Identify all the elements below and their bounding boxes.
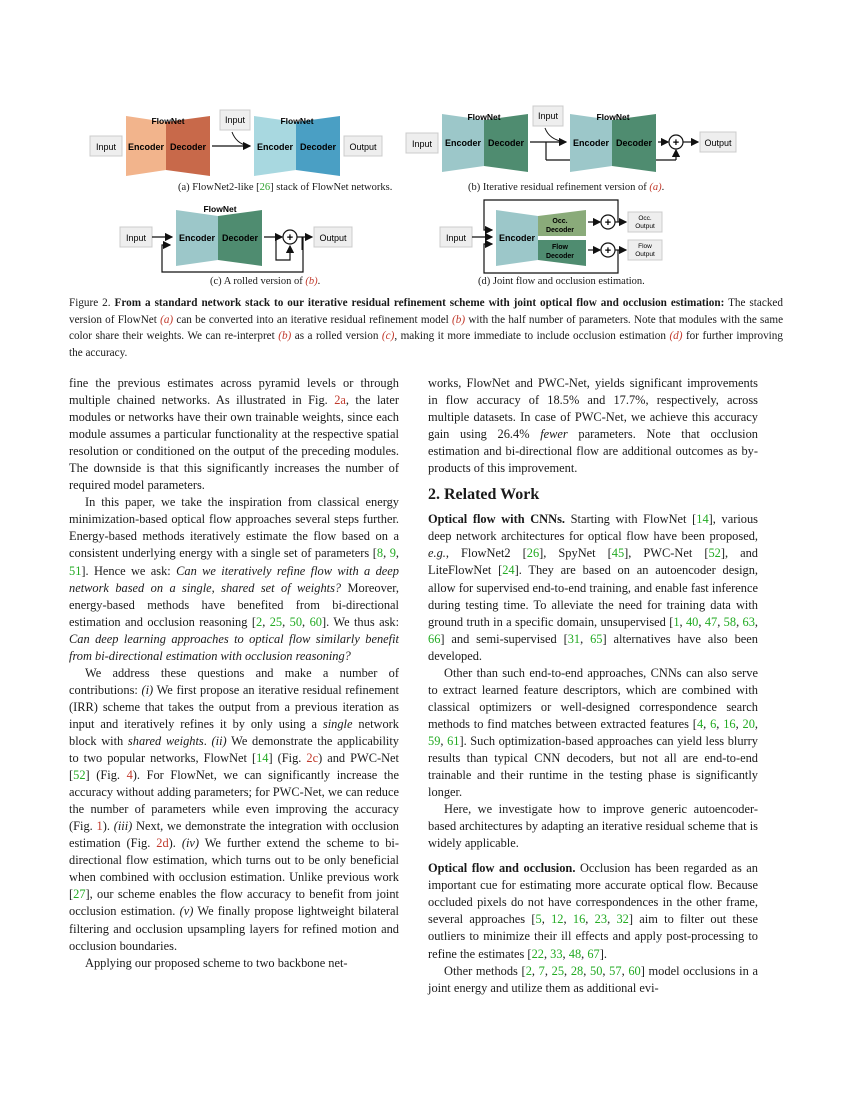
paragraph: Applying our proposed scheme to two backbone net- (85, 955, 348, 970)
subcaption-a-text: (a) FlowNet2-like [ (178, 182, 260, 193)
occ-decoder-label-2: Decoder (545, 227, 575, 234)
caption-title: From a standard network stack to our iterative residual refinement scheme with joint optical flow and occlusion estimation: (114, 297, 725, 309)
text: parameters. Note that occlusion estimation and bi-directional flow are additional outcomes as by-products of this improvement. (428, 427, 758, 476)
diagram-a (90, 110, 382, 176)
figure-ref-link[interactable]: (d) (669, 330, 683, 343)
citation-link[interactable]: 51 (69, 563, 82, 578)
text: Other than such end-to-end approaches, CNNs can also serve to extract learned feature descriptors, which are combined with classical optimizers or well-designed correspondence search methods to find matches between extracted features [ (428, 665, 758, 731)
text: We demonstrate the applicability to two popular networks, FlowNet [ (69, 733, 400, 766)
caption-text: The stacked version of FlowNet (69, 297, 783, 326)
encoder-label: Encoder (256, 142, 294, 152)
text: ). (102, 819, 110, 834)
plus-sign: + (672, 137, 680, 149)
text: Next, we demonstrate the integration with occlusion estimation (Fig. (69, 819, 399, 851)
flow-output-label-1: Flow (638, 243, 652, 250)
arrow (232, 132, 248, 146)
diagram-b (406, 106, 736, 172)
text: Other methods [ (444, 963, 526, 978)
encoder-label: Encoder (444, 138, 482, 148)
emphasis: e.g. (428, 546, 446, 561)
paragraph-heading: Optical flow with CNNs. (428, 512, 565, 527)
flow-decoder-label-1: Flow (552, 244, 568, 251)
text: Occlusion has been regarded as an important cue for estimating more accurate optical flow. Because occluded pixels do not have correspondences in the other frame, several approaches [ (428, 861, 758, 927)
decoder-label: Decoder (221, 233, 259, 243)
citation-link[interactable]: 27 (73, 887, 86, 902)
text: works, FlowNet and PWC-Net, yields significant improvements in flow accuracy of 18.5% and 17.7%, respectively, across multiple datasets. In case of PWC-Net, we achieve this accuracy gain using 26.4% (428, 376, 758, 442)
text: ] (Fig. (268, 751, 302, 766)
text: ]. We thus ask: (321, 614, 400, 629)
citation-link[interactable]: 48 (568, 946, 582, 961)
flownet-label: FlowNet (203, 204, 237, 214)
citation-link[interactable]: 28 (570, 963, 584, 978)
subcaption-c-text: (c) A rolled version of (210, 276, 306, 287)
arrow (545, 128, 564, 142)
citation-link[interactable]: 2 (255, 614, 263, 629)
paragraph (69, 665, 399, 955)
text: We further extend the scheme to bi-directional flow estimation, which turns out to be only beneficial when combined with occlusion estimation. Unlike previous work [ (69, 836, 399, 902)
text: fine the previous estimates across pyramid levels or through multiple chained networks. As illustrated in Fig. (69, 376, 399, 408)
encoder-label: Encoder (572, 138, 610, 148)
paragraph: In this paper, we take the inspiration from classical energy minimization-based optical flow approaches several steps further. Energy-based methods iteratively estimate the flow based on a consistent underlying energy with a single set of parameters [8, 9, 51]. Hence we ask: Can we iteratively refine flow with a deep network based on a single, shared set of weights? Moreover, energy-based methods have benefited from bi-directional estimation and occlusion reasoning [2, 25, 50, 60]. We thus ask: Can deep learning approaches to optical flow similarly benefit from bi-directional estimation with occlusion reasoning? (69, 495, 400, 663)
text: In this paper, we take the inspiration from classical energy minimization-based optical flow approaches several steps further. Energy-based methods iteratively estimate the flow based on a consistent underlying energy with a single set of parameters [ (69, 495, 399, 561)
text: ]. (599, 946, 607, 961)
citation-link[interactable]: 9 (389, 546, 396, 561)
text: network block with (69, 716, 399, 748)
figure-label: Figure 2. (69, 297, 111, 309)
citation-link[interactable]: 12 (551, 912, 564, 927)
citation-link[interactable]: 14 (256, 751, 269, 766)
text: ] (Fig. (85, 768, 120, 783)
text: ) and PWC-Net [ (69, 751, 399, 783)
citation-link[interactable]: 7 (538, 963, 545, 978)
citation-link[interactable]: 25 (269, 614, 283, 629)
citation-link[interactable]: 4 (696, 716, 704, 731)
subcaption-d: (d) Joint flow and occlusion estimation. (478, 276, 645, 287)
citation-link[interactable]: 1 (673, 614, 680, 629)
citation-link[interactable]: 60 (309, 614, 322, 629)
plus-sign: + (604, 245, 612, 257)
citation-link[interactable]: 66 (428, 631, 441, 646)
citation-link[interactable]: 5 (535, 912, 542, 927)
figure-ref-link[interactable]: (a) (649, 182, 662, 193)
flownet-label: FlowNet (280, 116, 314, 126)
flownet-label: FlowNet (467, 112, 501, 122)
citation-link[interactable]: 45 (611, 546, 625, 561)
emphasis: shared weights (127, 733, 204, 748)
enum-marker: (ii) (211, 733, 227, 748)
caption-text: with the half number of parameters. Note that modules with the same color share their weights. We can re-interpret (69, 313, 784, 343)
text: ]. They are based on an autoencoder design, allow for supervised end-to-end training, and enable fast inference during testing time. To alleviate the need for training data with ground truth in a specific domain, unsupervised [ (428, 563, 758, 629)
text: Moreover, energy-based methods have benefited from bi-directional estimation and occlusion reasoning [ (69, 580, 399, 629)
citation-link[interactable]: 63 (742, 614, 755, 629)
paragraph: Optical flow with CNNs. Starting with FlowNet [14], various deep network architectures for optical flow have been proposed, e.g., FlowNet2 [26], SpyNet [45], PWC-Net [52], and LiteFlowNet [24]. They are based on an autoencoder design, allow for supervised end-to-end training, and enable fast inference during testing time. To alleviate the need for training data with ground truth in a specific domain, unsupervised [1, 40, 47, 58, 63, 66] and semi-supervised [31, 65] alternatives have also been developed. (428, 512, 759, 663)
flow-output-label-2: Output (635, 251, 655, 258)
output-label: Output (704, 138, 732, 148)
citation-link[interactable]: 59 (428, 733, 441, 748)
citation-link[interactable]: 26 (526, 546, 540, 561)
caption-text: for further improving the accuracy. (69, 330, 783, 359)
text: , the later modules or networks have their own trainable weights, since each module assumes a particular functionality at the respective spatial resolution or conditioned on the output of the preceding modules. The downside is that this significantly increases the number of required model parameters. (69, 393, 399, 493)
encoder-label: Encoder (127, 142, 165, 152)
text: ] aim to filter out these outliers to minimize their ill effects and apply post-processing to refine the estimates [ (428, 912, 758, 961)
right-column (428, 375, 758, 997)
citation-link[interactable]: 24 (502, 563, 515, 578)
citation-link[interactable]: 57 (609, 963, 622, 978)
text: ], SpyNet [ (539, 546, 612, 561)
citation-link[interactable]: 50 (289, 614, 303, 629)
text: ] and semi-supervised [ (440, 631, 568, 646)
figure-ref-link[interactable]: (b) (305, 276, 318, 287)
caption-text: as a rolled version (294, 330, 379, 343)
citation-link[interactable]: 26 (259, 182, 271, 193)
citation-link[interactable]: 52 (708, 546, 721, 561)
section-heading: 2. Related Work (428, 486, 540, 504)
subcaption-b-text: . (661, 182, 665, 193)
figure-ref-link[interactable]: (c) (381, 330, 395, 343)
occ-output-label-1: Occ. (638, 215, 652, 222)
paragraph: Optical flow and occlusion. Occlusion has been regarded as an important cue for estimating more accurate optical flow. Because occluded pixels do not have correspondences in the other frame, several approaches [5, 12, 16, 23, 32] aim to filter out these outliers to minimize their ill effects and apply post-processing to refine the estimates [22, 33, 48, 67]. (428, 861, 758, 961)
plus-sign: + (286, 232, 294, 244)
flownet-label: FlowNet (151, 116, 185, 126)
citation-link[interactable]: 14 (696, 512, 709, 527)
text: ], PWC-Net [ (624, 546, 709, 561)
figure-ref-link[interactable]: 2d (156, 836, 169, 851)
text: , FlowNet2 [ (445, 546, 527, 561)
paragraph: Here, we investigate how to improve generic autoencoder-based architectures by adapting an iterative residual scheme that is widely applicable. (428, 802, 758, 851)
input-label: Input (445, 233, 467, 243)
paragraph (69, 375, 399, 494)
subcaption-a-text: ] stack of FlowNet networks. (270, 182, 393, 193)
figure-2 (60, 100, 790, 295)
citation-link[interactable]: 50 (590, 963, 603, 978)
citation-link[interactable]: 16 (723, 716, 736, 731)
caption-text: , making it more immediate to include occlusion estimation (394, 330, 666, 343)
subcaption-c (210, 276, 320, 287)
enum-marker: (iii) (113, 819, 133, 834)
subcaption-a (178, 182, 392, 193)
citation-link[interactable]: 20 (742, 716, 755, 731)
text: ). For FlowNet, we can significantly increase the accuracy without adding parameters; for PWC-Net, we can reduce the number of parameters while even improving the accuracy (Fig. (69, 768, 399, 834)
paragraph: Other methods [2, 7, 25, 28, 50, 57, 60] model occlusions in a joint energy and utilize them as additional evi- (428, 963, 758, 995)
emphasis: single (322, 716, 353, 731)
citation-link[interactable]: 47 (704, 614, 718, 629)
citation-link[interactable]: 25 (551, 963, 565, 978)
decoder-label: Decoder (487, 138, 525, 148)
enum-marker: (v) (179, 904, 194, 919)
citation-link[interactable]: 65 (590, 631, 603, 646)
text: We finally propose lightweight bilateral filtering and occlusion upsampling layers for refined motion and occlusion boundaries. (69, 904, 399, 953)
citation-link[interactable]: 31 (567, 631, 581, 646)
subcaption-b (468, 182, 664, 193)
output-label: Output (319, 233, 347, 243)
encoder-label: Encoder (498, 233, 536, 243)
text: ], and LiteFlowNet [ (428, 546, 758, 578)
citation-link[interactable]: 2 (525, 963, 532, 978)
figure-ref-link[interactable]: 2c (306, 751, 319, 766)
text: ). (168, 836, 176, 851)
text: ] model occlusions in a joint energy and utilize them as additional evi- (428, 963, 758, 995)
diagram-d (440, 200, 662, 273)
input-label-2: Input (537, 111, 559, 121)
citation-link[interactable]: 16 (572, 912, 586, 927)
paragraph (428, 375, 758, 477)
figure-ref-link[interactable]: 4 (126, 768, 133, 783)
input-label-2: Input (224, 115, 246, 125)
text: We first propose an iterative residual refinement (IRR) scheme that takes the output from a previous iteration as input and iteratively refines it by only using a (69, 682, 399, 731)
citation-link[interactable]: 40 (685, 614, 699, 629)
citation-link[interactable]: 6 (710, 716, 717, 731)
figure-ref-link[interactable]: (b) (452, 313, 466, 326)
text: We address these questions and make a number of contributions: (69, 665, 399, 697)
text: ] alternatives have also been developed. (428, 631, 758, 663)
emphasis: fewer (540, 427, 568, 442)
diagram-c (120, 204, 352, 272)
input-label: Input (411, 139, 433, 149)
occ-decoder-label-1: Occ. (552, 218, 568, 225)
citation-link[interactable]: 61 (447, 733, 460, 748)
flow-decoder-label-2: Decoder (545, 253, 575, 260)
question-text: Can deep learning approaches to optical flow similarly benefit from bi-directional estimation with occlusion reasoning? (69, 631, 399, 663)
plus-sign: + (604, 217, 612, 229)
text: . (203, 733, 207, 748)
caption-text: can be converted into an iterative residual refinement model (176, 313, 449, 326)
figure-diagram (60, 100, 790, 295)
citation-link[interactable]: 22 (531, 946, 544, 961)
output-label: Output (349, 142, 377, 152)
citation-link[interactable]: 60 (628, 963, 641, 978)
text: ]. Hence we ask: (81, 563, 171, 578)
input-label: Input (125, 233, 147, 243)
citation-link[interactable]: 52 (73, 768, 86, 783)
flownet-label: FlowNet (596, 112, 630, 122)
figure-caption (69, 295, 783, 361)
figure-ref-link[interactable]: (a) (160, 313, 174, 326)
citation-link[interactable]: 58 (723, 614, 737, 629)
left-column (69, 375, 399, 972)
citation-link[interactable]: 23 (594, 912, 608, 927)
encoder-label: Encoder (178, 233, 216, 243)
subcaption-b-text: (b) Iterative residual refinement version of (468, 182, 650, 193)
text: ]. Such optimization-based approaches can yield less blurry results than typical CNN decoders, but not all are end-to-end trainable and their runtime in the testing phase is significantly longer. (428, 733, 758, 800)
decoder-label: Decoder (615, 138, 653, 148)
occ-output-label-2: Output (635, 223, 655, 230)
citation-link[interactable]: 8 (376, 546, 384, 561)
paragraph-heading: Optical flow and occlusion. (428, 861, 576, 876)
paragraph: Other than such end-to-end approaches, CNNs can also serve to extract learned feature descriptors, which are combined with classical optimizers or well-designed correspondence search methods to find matches between extracted features [4, 6, 16, 20, 59, 61]. Such optimization-based approaches can yield less blurry results than typical CNN decoders, but not all are end-to-end trainable and their runtime in the testing phase is significantly longer. (428, 665, 758, 800)
citation-link[interactable]: 32 (616, 912, 629, 927)
citation-link[interactable]: 33 (550, 946, 563, 961)
decoder-label: Decoder (299, 142, 337, 152)
text: Starting with FlowNet [ (570, 512, 697, 527)
text: ], our scheme enables the flow accuracy to benefit from joint occlusion estimation. (69, 887, 399, 919)
figure-ref-link[interactable]: 1 (96, 819, 103, 834)
figure-ref-link[interactable]: 2a (334, 393, 346, 408)
question-text: Can we iteratively refine flow with a deep network based on a single, shared set of weights? (69, 563, 399, 595)
citation-link[interactable]: 67 (587, 946, 600, 961)
enum-marker: (iv) (181, 836, 200, 851)
figure-ref-link[interactable]: (b) (278, 330, 292, 343)
text: ], various deep network architectures for optical flow have been proposed, (428, 512, 758, 544)
decoder-label: Decoder (169, 142, 207, 152)
enum-marker: (i) (141, 682, 154, 697)
input-label: Input (95, 142, 117, 152)
subcaption-c-text: . (317, 276, 321, 287)
